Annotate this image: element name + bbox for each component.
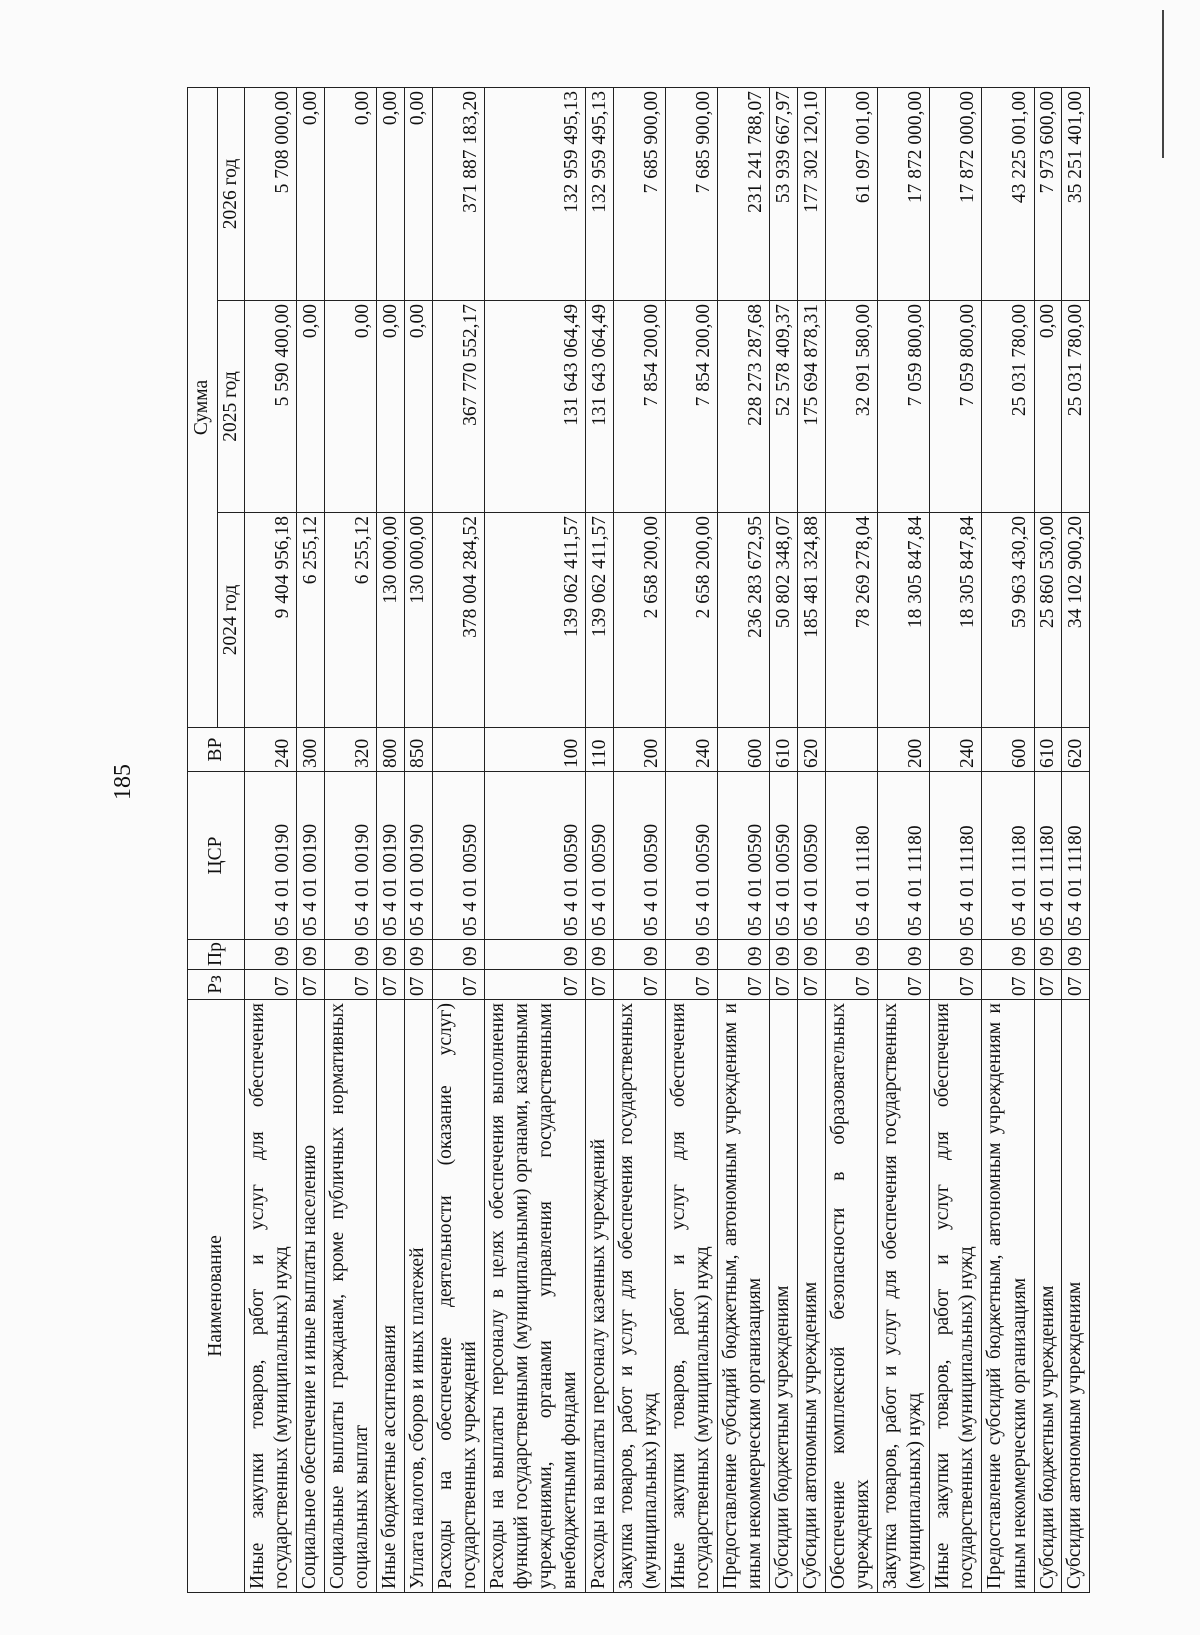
row-vr xyxy=(432,728,484,772)
row-name: Закупка товаров, работ и услуг для обеспечения государственных (муниципальных) нужд xyxy=(613,1000,665,1593)
row-name: Расходы на выплаты персоналу в целях обеспечения выполнения функций государственными (муниципальными) органами, казенными учреждениями, органами управления государственными внебюджетными фондами xyxy=(484,1000,585,1593)
row-pr: 09 xyxy=(297,940,325,970)
row-amount-2024: 130 000,00 xyxy=(404,513,432,728)
row-rz: 07 xyxy=(297,970,325,1000)
table-row xyxy=(377,87,405,1592)
row-csr: 05 4 01 00590 xyxy=(586,772,614,940)
row-vr: 200 xyxy=(613,728,665,772)
row-vr: 850 xyxy=(404,728,432,772)
table-row xyxy=(432,87,484,1592)
row-pr: 09 xyxy=(718,940,770,970)
table-row xyxy=(484,87,585,1592)
row-amount-2025: 0,00 xyxy=(325,301,377,513)
row-amount-2025: 7 854 200,00 xyxy=(613,301,665,513)
row-rz: 07 xyxy=(484,970,585,1000)
row-csr: 05 4 01 00590 xyxy=(484,772,585,940)
row-amount-2024: 6 255,12 xyxy=(325,513,377,728)
row-csr: 05 4 01 11180 xyxy=(1062,772,1090,940)
table-header xyxy=(188,87,245,1592)
row-vr: 200 xyxy=(877,728,929,772)
table-row xyxy=(982,87,1034,1592)
row-amount-2025: 367 770 552,17 xyxy=(432,301,484,513)
row-amount-2025: 228 273 287,68 xyxy=(718,301,770,513)
row-vr: 300 xyxy=(297,728,325,772)
row-amount-2024: 78 269 278,04 xyxy=(825,513,877,728)
row-name: Субсидии автономным учреждениям xyxy=(798,1000,826,1593)
row-amount-2026: 231 241 788,07 xyxy=(718,87,770,300)
row-amount-2025: 0,00 xyxy=(297,301,325,513)
row-vr: 100 xyxy=(484,728,585,772)
row-vr: 240 xyxy=(930,728,982,772)
row-pr: 09 xyxy=(982,940,1034,970)
row-amount-2025: 25 031 780,00 xyxy=(1062,301,1090,513)
row-name: Уплата налогов, сборов и иных платежей xyxy=(404,1000,432,1593)
row-csr: 05 4 01 00190 xyxy=(325,772,377,940)
row-name: Расходы на обеспечение деятельности (оказание услуг) государственных учреждений xyxy=(432,1000,484,1593)
row-name: Иные закупки товаров, работ и услуг для обеспечения государственных (муниципальных) нужд xyxy=(930,1000,982,1593)
row-amount-2025: 7 854 200,00 xyxy=(666,301,718,513)
row-pr: 09 xyxy=(432,940,484,970)
row-csr: 05 4 01 00190 xyxy=(297,772,325,940)
row-rz: 07 xyxy=(1062,970,1090,1000)
row-pr: 09 xyxy=(1034,940,1062,970)
header-rz: Рз xyxy=(188,970,245,1000)
row-pr: 09 xyxy=(770,940,798,970)
row-vr: 610 xyxy=(1034,728,1062,772)
header-sum: Сумма xyxy=(188,87,218,727)
row-vr: 620 xyxy=(1062,728,1090,772)
row-amount-2024: 139 062 411,57 xyxy=(586,513,614,728)
row-rz: 07 xyxy=(325,970,377,1000)
row-rz: 07 xyxy=(718,970,770,1000)
row-pr: 09 xyxy=(1062,940,1090,970)
table-row xyxy=(825,87,877,1592)
row-vr: 600 xyxy=(982,728,1034,772)
row-pr: 09 xyxy=(245,940,297,970)
row-vr: 600 xyxy=(718,728,770,772)
row-rz: 07 xyxy=(798,970,826,1000)
row-pr: 09 xyxy=(798,940,826,970)
row-csr: 05 4 01 00590 xyxy=(666,772,718,940)
row-rz: 07 xyxy=(877,970,929,1000)
header-2026: 2026 год xyxy=(218,87,245,300)
row-pr: 09 xyxy=(825,940,877,970)
row-name: Иные закупки товаров, работ и услуг для обеспечения государственных (муниципальных) нужд xyxy=(245,1000,297,1593)
row-amount-2024: 2 658 200,00 xyxy=(666,513,718,728)
row-amount-2024: 6 255,12 xyxy=(297,513,325,728)
row-amount-2024: 185 481 324,88 xyxy=(798,513,826,728)
table-row xyxy=(1034,87,1062,1592)
row-vr: 610 xyxy=(770,728,798,772)
row-name: Социальные выплаты гражданам, кроме публичных нормативных социальных выплат xyxy=(325,1000,377,1593)
row-vr: 110 xyxy=(586,728,614,772)
row-rz: 07 xyxy=(245,970,297,1000)
row-rz: 07 xyxy=(1034,970,1062,1000)
row-amount-2026: 5 708 000,00 xyxy=(245,87,297,300)
row-amount-2024: 59 963 430,20 xyxy=(982,513,1034,728)
row-amount-2024: 18 305 847,84 xyxy=(877,513,929,728)
row-csr: 05 4 01 11180 xyxy=(825,772,877,940)
row-vr: 240 xyxy=(666,728,718,772)
row-rz: 07 xyxy=(586,970,614,1000)
row-rz: 07 xyxy=(613,970,665,1000)
row-csr: 05 4 01 00190 xyxy=(377,772,405,940)
row-amount-2025: 0,00 xyxy=(404,301,432,513)
table-row xyxy=(1062,87,1090,1592)
row-pr: 09 xyxy=(586,940,614,970)
row-name: Иные закупки товаров, работ и услуг для обеспечения государственных (муниципальных) нужд xyxy=(666,1000,718,1593)
row-amount-2024: 2 658 200,00 xyxy=(613,513,665,728)
row-name: Иные бюджетные ассигнования xyxy=(377,1000,405,1593)
header-2025: 2025 год xyxy=(218,301,245,513)
row-amount-2024: 130 000,00 xyxy=(377,513,405,728)
row-amount-2024: 9 404 956,18 xyxy=(245,513,297,728)
row-pr: 09 xyxy=(404,940,432,970)
table-row xyxy=(666,87,718,1592)
row-csr: 05 4 01 00590 xyxy=(798,772,826,940)
row-pr: 09 xyxy=(377,940,405,970)
table-row xyxy=(798,87,826,1592)
row-pr: 09 xyxy=(666,940,718,970)
row-csr: 05 4 01 00590 xyxy=(770,772,798,940)
table-row xyxy=(770,87,798,1592)
row-rz: 07 xyxy=(404,970,432,1000)
row-amount-2026: 371 887 183,20 xyxy=(432,87,484,300)
row-amount-2026: 132 959 495,13 xyxy=(484,87,585,300)
row-csr: 05 4 01 00190 xyxy=(404,772,432,940)
row-csr: 05 4 01 11180 xyxy=(877,772,929,940)
row-csr: 05 4 01 11180 xyxy=(982,772,1034,940)
row-name: Предоставление субсидий бюджетным, автономным учреждениям и иным некоммерческим организациям xyxy=(982,1000,1034,1593)
scan-edge-line xyxy=(1162,10,1164,158)
row-amount-2025: 7 059 800,00 xyxy=(930,301,982,513)
row-amount-2025: 0,00 xyxy=(377,301,405,513)
row-amount-2026: 7 973 600,00 xyxy=(1034,87,1062,300)
row-amount-2024: 34 102 900,20 xyxy=(1062,513,1090,728)
table-row xyxy=(877,87,929,1592)
header-2024: 2024 год xyxy=(218,513,245,728)
row-vr: 620 xyxy=(798,728,826,772)
row-csr: 05 4 01 11180 xyxy=(930,772,982,940)
row-name: Субсидии автономным учреждениям xyxy=(1062,1000,1090,1593)
table-row xyxy=(613,87,665,1592)
row-amount-2024: 50 802 348,07 xyxy=(770,513,798,728)
budget-table xyxy=(187,87,1090,1593)
row-amount-2024: 18 305 847,84 xyxy=(930,513,982,728)
table-row xyxy=(930,87,982,1592)
row-rz: 07 xyxy=(770,970,798,1000)
row-amount-2026: 43 225 001,00 xyxy=(982,87,1034,300)
table-row xyxy=(718,87,770,1592)
header-vr: ВР xyxy=(188,728,245,772)
header-pr: Пр xyxy=(188,940,245,970)
row-name: Предоставление субсидий бюджетным, автономным учреждениям и иным некоммерческим организациям xyxy=(718,1000,770,1593)
table-row xyxy=(245,87,297,1592)
row-name: Закупка товаров, работ и услуг для обеспечения государственных (муниципальных) нужд xyxy=(877,1000,929,1593)
row-vr xyxy=(825,728,877,772)
row-amount-2026: 0,00 xyxy=(377,87,405,300)
row-amount-2026: 53 939 667,97 xyxy=(770,87,798,300)
row-rz: 07 xyxy=(666,970,718,1000)
row-amount-2024: 236 283 672,95 xyxy=(718,513,770,728)
row-rz: 07 xyxy=(825,970,877,1000)
row-amount-2025: 32 091 580,00 xyxy=(825,301,877,513)
row-amount-2026: 61 097 001,00 xyxy=(825,87,877,300)
row-rz: 07 xyxy=(377,970,405,1000)
row-rz: 07 xyxy=(982,970,1034,1000)
row-vr: 240 xyxy=(245,728,297,772)
row-pr: 09 xyxy=(930,940,982,970)
row-pr: 09 xyxy=(613,940,665,970)
row-amount-2026: 0,00 xyxy=(297,87,325,300)
row-amount-2026: 35 251 401,00 xyxy=(1062,87,1090,300)
row-name: Социальное обеспечение и иные выплаты населению xyxy=(297,1000,325,1593)
row-amount-2026: 0,00 xyxy=(325,87,377,300)
row-amount-2026: 0,00 xyxy=(404,87,432,300)
header-csr: ЦСР xyxy=(188,772,245,940)
row-csr: 05 4 01 00190 xyxy=(245,772,297,940)
row-csr: 05 4 01 11180 xyxy=(1034,772,1062,940)
table-row xyxy=(586,87,614,1592)
row-pr: 09 xyxy=(484,940,585,970)
row-amount-2026: 17 872 000,00 xyxy=(930,87,982,300)
row-vr: 800 xyxy=(377,728,405,772)
row-amount-2025: 52 578 409,37 xyxy=(770,301,798,513)
row-name: Обеспечение комплексной безопасности в образовательных учреждениях xyxy=(825,1000,877,1593)
header-name: Наименование xyxy=(188,1000,245,1593)
page-number: 185 xyxy=(110,764,136,800)
row-amount-2025: 0,00 xyxy=(1034,301,1062,513)
row-amount-2024: 139 062 411,57 xyxy=(484,513,585,728)
row-amount-2025: 7 059 800,00 xyxy=(877,301,929,513)
row-amount-2025: 175 694 878,31 xyxy=(798,301,826,513)
table-row xyxy=(297,87,325,1592)
row-rz: 07 xyxy=(930,970,982,1000)
row-csr: 05 4 01 00590 xyxy=(718,772,770,940)
row-amount-2026: 17 872 000,00 xyxy=(877,87,929,300)
row-amount-2026: 177 302 120,10 xyxy=(798,87,826,300)
row-amount-2025: 131 643 064,49 xyxy=(484,301,585,513)
table-row xyxy=(404,87,432,1592)
row-amount-2025: 131 643 064,49 xyxy=(586,301,614,513)
row-amount-2025: 5 590 400,00 xyxy=(245,301,297,513)
table-body xyxy=(245,87,1090,1592)
row-amount-2025: 25 031 780,00 xyxy=(982,301,1034,513)
row-csr: 05 4 01 00590 xyxy=(613,772,665,940)
row-amount-2026: 7 685 900,00 xyxy=(666,87,718,300)
row-amount-2024: 25 860 530,00 xyxy=(1034,513,1062,728)
table-row xyxy=(325,87,377,1592)
row-amount-2024: 378 004 284,52 xyxy=(432,513,484,728)
row-vr: 320 xyxy=(325,728,377,772)
row-amount-2026: 132 959 495,13 xyxy=(586,87,614,300)
row-rz: 07 xyxy=(432,970,484,1000)
budget-table-rotated xyxy=(187,88,1090,1593)
row-csr: 05 4 01 00590 xyxy=(432,772,484,940)
row-pr: 09 xyxy=(877,940,929,970)
row-name: Расходы на выплаты персоналу казенных учреждений xyxy=(586,1000,614,1593)
row-name: Субсидии бюджетным учреждениям xyxy=(1034,1000,1062,1593)
row-amount-2026: 7 685 900,00 xyxy=(613,87,665,300)
row-pr: 09 xyxy=(325,940,377,970)
row-name: Субсидии бюджетным учреждениям xyxy=(770,1000,798,1593)
